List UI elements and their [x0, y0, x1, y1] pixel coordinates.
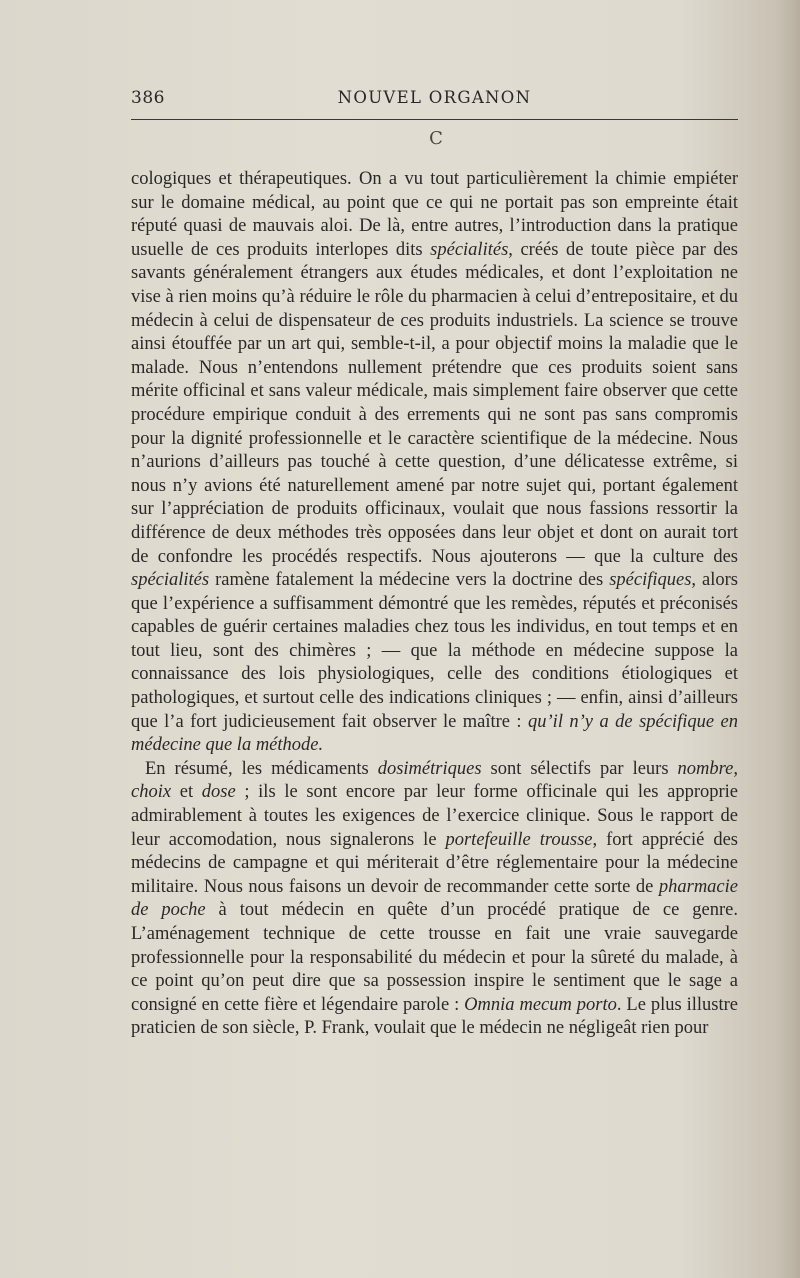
text-run: cologiques et thérapeutiques. On a vu tout particulièrement la chimie empiéter sur le domaine médical, au point que ce qui ne portait pas son empreinte était réputé quasi de mauvais aloi. De là, entre autres, l’introduction dans la pratique usuelle de ces produits interlopes dits — [131, 169, 738, 260]
paragraph — [131, 758, 738, 1041]
text-run: ramène fatalement la médecine vers la doctrine des — [209, 570, 610, 591]
running-title: NOUVEL ORGANON — [337, 88, 532, 107]
text-run: et — [171, 782, 202, 803]
italic-run: nombre, choix — [131, 758, 738, 803]
text-run: , fort apprécié des médecins de campagne et qui mériterait d’être réglementaire pour la médecine militaire. Nous nous faisons un devoir de recommander cette sorte de — [131, 829, 738, 897]
italic-run: pharmacie de poche — [131, 876, 738, 921]
page-number: 386 — [131, 88, 165, 108]
italic-run: spécialités — [131, 570, 210, 591]
text-run: En résumé, les médicaments — [145, 758, 378, 779]
text-run: sont sélectifs par leurs — [481, 758, 678, 779]
italic-run: portefeuille trousse — [445, 829, 593, 850]
italic-run: spécialités — [430, 239, 509, 260]
text-run: , alors que l’expérience a suffisamment démontré que les remèdes, réputés et préconisés capables de guérir certaines maladies chez tous les individus, en tout temps et en tout lieu, sont des chimères ; — que la méthode en médecine suppose la connaissance des lois physiologiques, celle des conditions étiologiques et pathologiques, et surtout celle des indications cliniques ; — enfin, ainsi d’ailleurs que l’a fort judicieusement fait observer le maître : — [131, 570, 739, 732]
paragraph — [131, 168, 738, 758]
italic-run: Omnia mecum porto — [464, 994, 617, 1015]
text-run: . Le plus illustre praticien de son siècle, P. Frank, voulait que le médecin ne négligeât rien pour — [131, 994, 739, 1039]
header-rule — [131, 119, 738, 120]
italic-run: dosimétriques — [377, 758, 482, 779]
page-header — [131, 88, 738, 118]
body-text — [131, 168, 738, 1041]
italic-run: qu’il n’y a de spécifique en médecine que la méthode. — [131, 711, 738, 756]
text-run: à tout médecin en quête d’un procédé pratique de ce genre. L’aménagement technique de cette trousse en fait une vraie sauvegarde professionnelle pour la responsabilité du médecin et pour la sûreté du malade, à ce point qu’on peut dire que sa possession inspire le sentiment que le sage a consigné en cette fière et légendaire parole : — [131, 900, 738, 1015]
italic-run: spécifiques — [609, 570, 692, 591]
italic-run: dose — [201, 782, 236, 803]
text-run: ; ils le sont encore par leur forme officinale qui les approprie admirablement à toutes les exigences de l’exercice clinique. Sous le rapport de leur accomodation, nous signalerons le — [131, 782, 738, 850]
text-run: , créés de toute pièce par des savants généralement étrangers aux études médicales, et dont l’exploitation ne vise à rien moins qu’à réduire le rôle du pharmacien à celui d’entrepositaire, et du médecin à celui de dispensateur de ces produits industriels. La science se trouve ainsi étouffée par un art qui, semble-t-il, a pour objectif moins la maladie que le malade. Nous n’entendons nullement prétendre que ces produits soient sans mérite officinal et sans valeur médicale, mais simplement faire observer que cette procédure empirique conduit à des errements qui ne sont pas sans compromis pour la dignité professionnelle et le caractère scientifique de la médecine. Nous n’aurions d’ailleurs pas touché à cette question, d’une délicatesse extrême, si nous n’y avions été naturellement amené par notre sujet qui, portant également sur l’appréciation de produits officinaux, voulait que nous fassions ressortir la différence de deux méthodes très opposées dans leur objet et dont on aurait tort de confondre les procédés respectifs. Nous ajouterons — que la culture des — [131, 239, 738, 567]
signature-mark: C — [429, 128, 443, 149]
